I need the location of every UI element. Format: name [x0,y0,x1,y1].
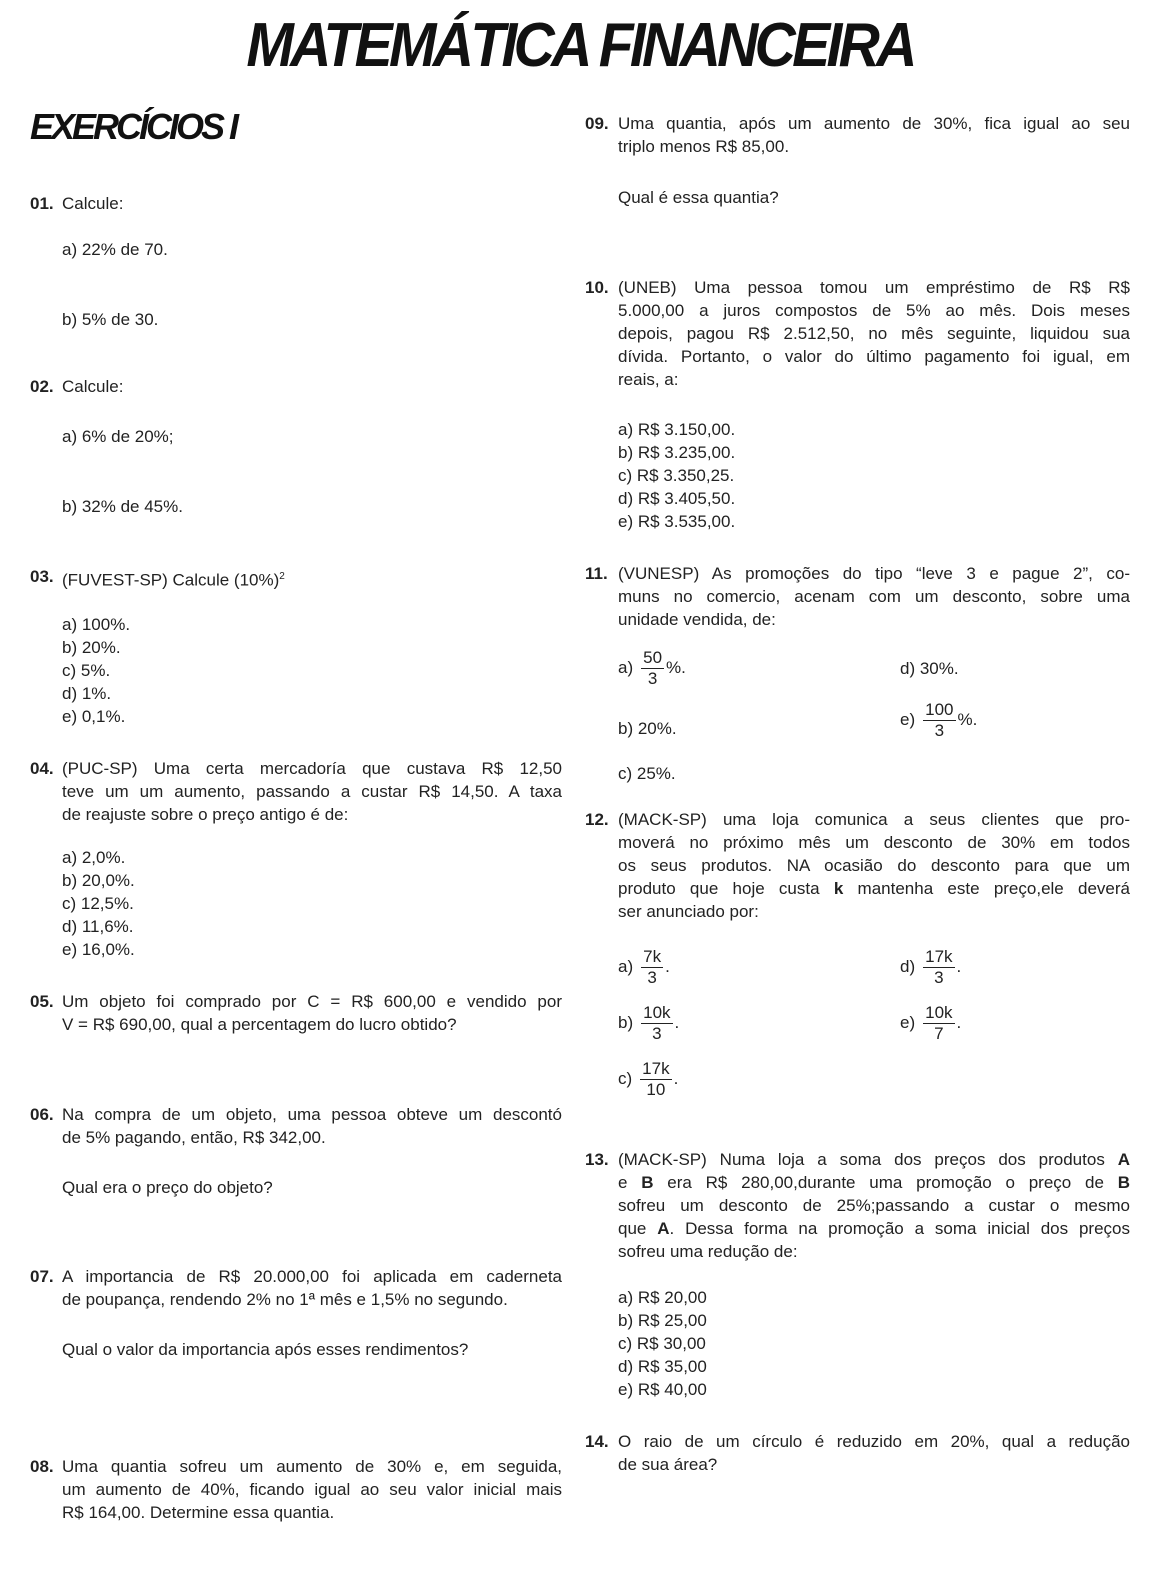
item-a: a) 22% de 70. [62,240,168,259]
option-b: b) 20%. [618,719,677,738]
question-prompt: Qual era o preço do objeto? [62,1178,273,1197]
option-label: b) [618,1013,634,1032]
question-number: 01. [30,194,54,213]
option: d) R$ 3.405,50. [618,489,736,508]
option-e: e) $\frac{10k}{7}$ . [900,1003,962,1044]
question-line: V = R$ 690,00, qual a percentagem do lucro obtido? [62,1015,457,1034]
question-line [618,1148,1130,1171]
option-b: b) $\frac{10k}{3}$ . [618,1003,680,1044]
question-line: A importancia de R$ 20.000,00 foi aplicada em caderneta [62,1267,562,1286]
item-b: b) 5% de 30. [62,310,159,329]
question-line: os seus produtos. NA ocasião do desconto para que um [618,856,1130,875]
option: a) 100%. [62,615,131,634]
text: (MACK-SP) Numa loja a soma dos preços dos produtos [618,1150,1118,1169]
question-line: Na compra de um objeto, uma pessoa obteve um descontó [62,1105,562,1124]
option: e) R$ 3.535,00. [618,512,736,531]
option: c) R$ 3.350,25. [618,466,735,485]
text: que [618,1219,658,1238]
text: e [618,1173,642,1192]
question-text [62,565,562,588]
question-prompt: Qual é essa quantia? [618,188,779,207]
question-line: muns no comercio, acenam com um desconto, sobre uma [618,587,1130,606]
exponent: 2 [279,571,285,582]
denominator: 3 [934,721,945,741]
option-c: c) $\frac{17k}{10}$ . [618,1059,679,1100]
question-line: (PUC-SP) Uma certa mercadoría que custava R$ 12,50 [62,759,562,778]
fraction [923,1003,954,1044]
option: b) 20,0%. [62,871,135,890]
question-line: ser anunciado por: [618,902,759,921]
question-line: Um objeto foi comprado por C = R$ 600,00 e vendido por [62,992,562,1011]
denominator: 3 [934,968,944,988]
question-line: um aumento de 40%, ficando igual ao seu valor inicial mais [62,1480,562,1499]
option: e) 16,0%. [62,940,135,959]
fraction [640,1059,671,1100]
question-line: reais, a: [618,370,679,389]
option-label: e) [900,710,916,729]
question-number: 12. [585,810,609,829]
product-b: B [1117,1173,1130,1192]
question-line: (MACK-SP) uma loja comunica a seus clientes que pro- [618,810,1130,829]
question-line: de reajuste sobre o preço antigo é de: [62,805,349,824]
question-number: 07. [30,1267,54,1286]
numerator: 10k [925,1003,953,1023]
option-a: a) $\frac{7k}{3}$ . [618,947,670,988]
fraction [923,947,954,988]
option: b) R$ 3.235,00. [618,443,736,462]
question-text-main: (FUVEST-SP) Calcule (10%) [62,570,280,590]
option: c) R$ 30,00 [618,1334,706,1353]
numerator: 50 [643,648,663,668]
fraction [641,1003,672,1044]
question-line: triplo menos R$ 85,00. [618,137,790,156]
option: b) 20%. [62,638,121,657]
question-number: 05. [30,992,54,1011]
option-label: a) [618,957,634,976]
option: a) R$ 20,00 [618,1288,707,1307]
numerator: 17k [925,947,953,967]
question-line: dívida. Portanto, o valor do último pagamento foi igual, em [618,347,1130,366]
text: . Dessa forma na promoção a soma inicial dos preços [669,1219,1130,1238]
question-line: Uma quantia sofreu um aumento de 30% e, em seguida, [62,1457,562,1476]
option: c) 12,5%. [62,894,134,913]
question-line: unidade vendida, de: [618,610,776,629]
page-title: MATEMÁTICA FINANCEIRA [246,11,914,80]
question-number: 06. [30,1105,54,1124]
option-label: a) [618,658,634,677]
question-line: (UNEB) Uma pessoa tomou um empréstimo de R$ R$ [618,278,1130,297]
item-a: a) 6% de 20%; [62,427,174,446]
question-number: 14. [585,1432,609,1451]
numerator: 100 [925,700,954,720]
question-line: depois, pagou R$ 2.512,50, no mês seguinte, liquidou sua [618,324,1130,343]
option: a) R$ 3.150,00. [618,420,736,439]
option-e [900,697,977,743]
denominator: 3 [647,968,657,988]
option-a [618,645,686,691]
denominator: 7 [934,1024,944,1044]
question-line: sofreu uma redução de: [618,1242,798,1261]
question-line: de 5% pagando, então, R$ 342,00. [62,1128,326,1147]
question-line: teve um um aumento, passando a custar R$ 14,50. A taxa [62,782,562,801]
question-number: 03. [30,567,54,586]
question-line: de sua área? [618,1455,718,1474]
option: c) 5%. [62,661,111,680]
question-line: 5.000,00 a juros compostos de 5% ao mês. Dois meses [618,301,1130,320]
question-number: 02. [30,377,54,396]
question-line: moverá no próximo mês um desconto de 30% em todos [618,833,1130,852]
option-label: d) [900,957,916,976]
suffix: %. [957,710,978,729]
option: d) R$ 35,00 [618,1357,707,1376]
question-line: Uma quantia, após um aumento de 30%, fica igual ao seu [618,114,1130,133]
product-a: A [1117,1150,1130,1169]
question-line: sofreu um desconto de 25%;passando a custar o mesmo [618,1196,1130,1215]
denominator: 10 [646,1080,666,1100]
option-label: c) [618,1069,633,1088]
option: e) R$ 40,00 [618,1380,707,1399]
product-b: B [641,1173,654,1192]
question-number: 09. [585,114,609,133]
option: d) 11,6%. [62,917,134,936]
fraction [641,648,664,689]
question-line [618,877,1130,900]
fraction [923,700,955,741]
option: a) 2,0%. [62,848,126,867]
question-line: (VUNESP) As promoções do tipo “leve 3 e pague 2”, co- [618,564,1130,583]
numerator: 17k [642,1059,670,1079]
question-text: Calcule: [62,194,124,213]
question-prompt: Qual o valor da importancia após esses rendimentos? [62,1340,469,1359]
option: e) 0,1%. [62,707,126,726]
item-b: b) 32% de 45%. [62,497,183,516]
question-line [618,1171,1130,1194]
question-text: Calcule: [62,377,124,396]
question-line: R$ 164,00. Determine essa quantia. [62,1503,335,1522]
variable-k: k [833,879,844,898]
question-line: de poupança, rendendo 2% no 1ª mês e 1,5% no segundo. [62,1290,508,1309]
option: b) R$ 25,00 [618,1311,707,1330]
question-line [618,1217,1130,1240]
product-a: A [657,1219,670,1238]
option: d) 1%. [62,684,112,703]
question-number: 13. [585,1150,609,1169]
question-number: 08. [30,1457,54,1476]
question-number: 11. [585,564,608,583]
text: era R$ 280,00,durante uma promoção o preço de [653,1173,1118,1192]
question-number: 10. [585,278,609,297]
numerator: 10k [643,1003,671,1023]
option-d: d) 30%. [900,659,959,678]
text: produto que hoje custa [618,879,834,898]
question-line: O raio de um círculo é reduzido em 20%, qual a redução [618,1432,1130,1451]
option-d: d) $\frac{17k}{3}$ . [900,947,962,988]
denominator: 3 [647,669,658,689]
question-number: 04. [30,759,54,778]
text: mantenha este preço,ele deverá [843,879,1130,898]
numerator: 7k [643,947,662,967]
fraction [641,947,663,988]
option-label: e) [900,1013,916,1032]
option-c: c) 25%. [618,764,676,783]
suffix: %. [666,658,686,677]
denominator: 3 [652,1024,662,1044]
section-title: EXERCÍCIOS I [30,106,237,147]
